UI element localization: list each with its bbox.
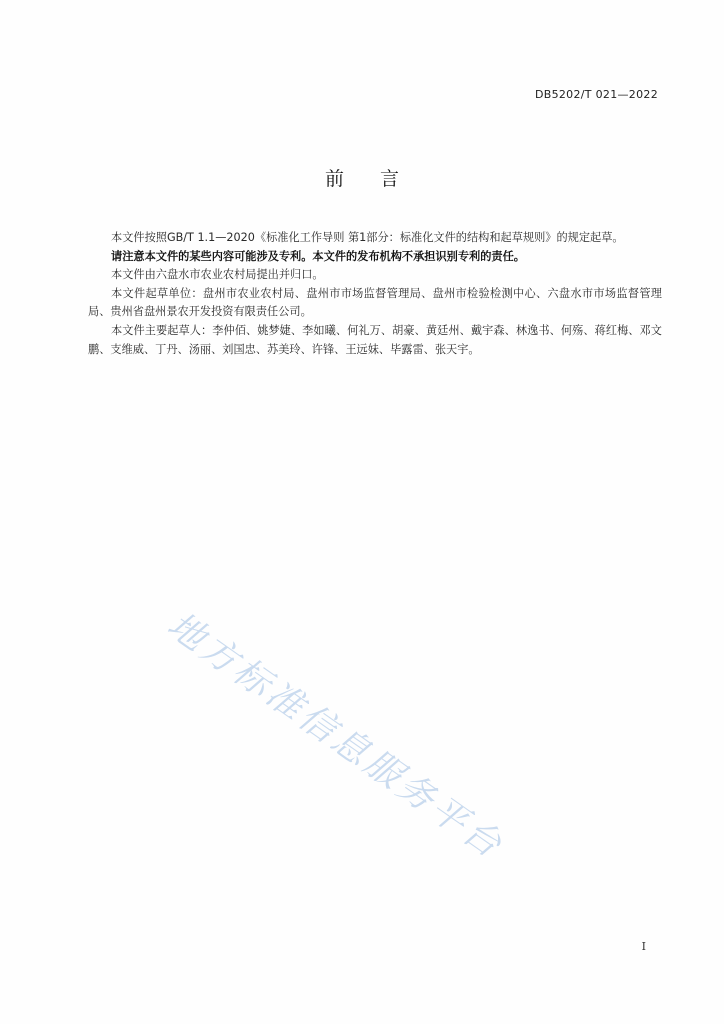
page-title: 前言 <box>324 168 435 190</box>
page-number: I <box>641 940 646 953</box>
document-code: DB5202/T 021—2022 <box>534 88 658 101</box>
paragraph-drafters: 本文件主要起草人：李仲佰、姚梦婕、李如曦、何礼万、胡豪、黄廷州、戴宇森、林逸书、何殇、蒋红梅、邓文鹏、支维威、丁丹、汤丽、刘国忠、苏美玲、许锋、王远妹、毕露雷、张天宇。 <box>88 323 662 356</box>
paragraph-patent-notice: 请注意本文件的某些内容可能涉及专利。本文件的发布机构不承担识别专利的责任。 <box>111 249 525 263</box>
paragraph-proposer: 本文件由六盘水市农业农村局提出并归口。 <box>111 268 324 282</box>
watermark: 地方标准信息服务平台 <box>159 604 512 868</box>
foreword-body <box>88 229 662 359</box>
paragraph-drafting-units: 本文件起草单位：盘州市农业农村局、盘州市市场监督管理局、盘州市检验检测中心、六盘水市市场监督管理局、贵州省盘州景农开发投资有限责任公司。 <box>88 286 662 319</box>
paragraph-standard-basis: 本文件按照GB/T 1.1—2020《标准化工作导则 第1部分：标准化文件的结构和起草规则》的规定起草。 <box>111 231 624 244</box>
